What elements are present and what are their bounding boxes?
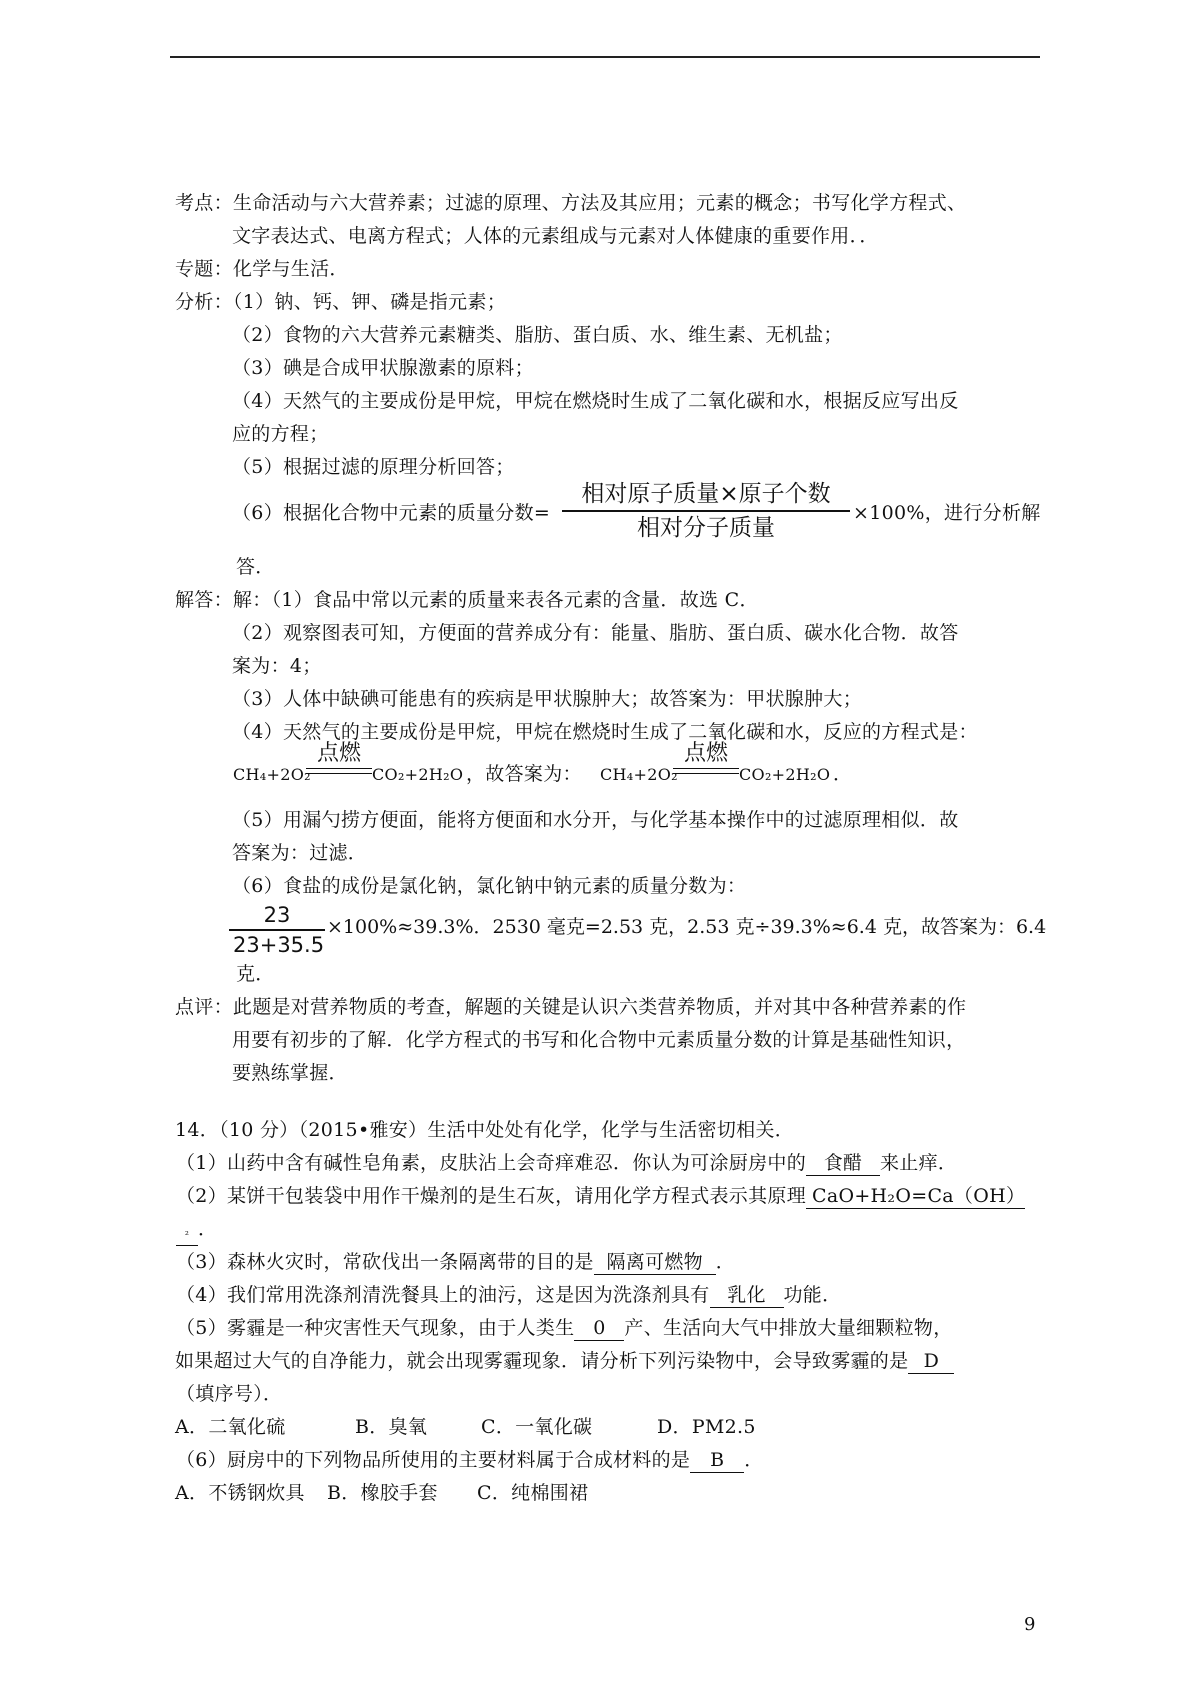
q14-item-1 (176, 1151, 957, 1176)
q14-item-2-text: （2）某饼干包装袋中用作干燥剂的是生石灰，请用化学方程式表示其原理 (176, 1185, 806, 1207)
jieda-a6-end: 克． (236, 963, 275, 985)
sodium-fraction (229, 903, 325, 957)
formula-numerator: 相对原子质量×原子个数 (562, 480, 850, 512)
jieda-a6-tail: ×100%≈39.3%．2530 毫克=2.53 克，2.53 克÷39.3%≈6.4 克，故答案为：6.4 (327, 916, 1047, 938)
condition-ignite-2 (673, 736, 739, 767)
sodium-fraction-numerator: 23 (229, 903, 325, 931)
dianping-text-2: 用要有初步的了解．化学方程式的书写和化合物中元素质量分数的计算是基础性知识， (232, 1029, 966, 1051)
fenxi-p4b: 应的方程； (232, 423, 329, 445)
jieda-a2b: 案为：4； (232, 655, 322, 677)
q14-answer-5a: 0 (574, 1316, 624, 1341)
equation-left-1: CH₄+2O₂ (233, 765, 311, 784)
q14-item-3-post: ． (715, 1251, 736, 1273)
condition-label-1: 点燃 (316, 741, 361, 766)
page-number: 9 (1024, 1614, 1036, 1635)
fenxi-p5: （5）根据过滤的原理分析回答； (232, 456, 515, 478)
q14-item-1-post: 来止痒． (880, 1152, 958, 1174)
option-6a: A．不锈钢炊具 (175, 1482, 305, 1504)
kaodian-text-2: 文字表达式、电离方程式；人体的元素组成与元素对人体健康的重要作用．． (232, 225, 879, 247)
jieda-line-1 (175, 588, 759, 612)
q14-options-5 (175, 1415, 756, 1439)
jieda-a5b: 答案为：过滤． (232, 842, 368, 864)
option-5d: D．PM2.5 (657, 1416, 756, 1438)
q14-answer-3: 隔离可燃物 (594, 1250, 716, 1275)
fenxi-p4a: （4）天然气的主要成份是甲烷，甲烷在燃烧时生成了二氧化碳和水，根据反应写出反 (232, 390, 959, 412)
zhuanti-label: 专题： (175, 258, 233, 280)
kaodian-line-1 (175, 191, 966, 215)
q14-item-5-line-3: （填序号）． (176, 1383, 283, 1405)
q14-answer-4: 乳化 (710, 1283, 784, 1308)
kaodian-text-1: 生命活动与六大营养素；过滤的原理、方法及其应用；元素的概念；书写化学方程式、 (232, 192, 967, 214)
equals-arrow-1 (306, 768, 372, 774)
equation-right-2: CO₂+2H₂O (739, 765, 831, 784)
option-6b: B．橡胶手套 (327, 1482, 438, 1504)
q14-item-4 (176, 1283, 841, 1308)
zhuanti-text: 化学与生活． (232, 258, 349, 280)
q14-answer-2-subscript: ₂ (176, 1221, 198, 1246)
q14-options-6 (175, 1481, 588, 1505)
jieda-a3: （3）人体中缺碘可能患有的疾病是甲状腺肿大；故答案为：甲状腺肿大； (232, 688, 862, 710)
q14-item-4-text: （4）我们常用洗涤剂清洗餐具上的油污，这是因为洗涤剂具有 (176, 1284, 710, 1306)
condition-label-2: 点燃 (683, 741, 728, 766)
fenxi-p6-pre: （6）根据化合物中元素的质量分数= (232, 502, 551, 524)
jieda-a5a: （5）用漏勺捞方便面，能将方便面和水分开，与化学基本操作中的过滤原理相似．故 (232, 809, 959, 831)
equation-right-1: CO₂+2H₂O (372, 765, 464, 784)
q14-item-3-text: （3）森林火灾时，常砍伐出一条隔离带的目的是 (176, 1251, 594, 1273)
q14-item-5-mid: 产、生活向大气中排放大量细颗粒物， (624, 1317, 953, 1339)
condition-ignite-1 (306, 736, 372, 767)
dianping-text-1: 此题是对营养物质的考查，解题的关键是认识六类营养物质，并对其中各种营养素的作 (232, 996, 967, 1018)
q14-heading: 14．（10 分）（2015•雅安）生活中处处有化学，化学与生活密切相关． (175, 1119, 795, 1141)
q14-item-3 (176, 1250, 735, 1275)
fenxi-p3: （3）碘是合成甲状腺激素的原料； (232, 357, 534, 379)
dianping-text-3: 要熟练掌握． (232, 1062, 348, 1084)
q14-answer-6: B (690, 1448, 744, 1473)
zhuanti-line (175, 257, 349, 281)
q14-answer-5b: D (908, 1349, 954, 1374)
fenxi-p1: （1）钠、钙、钾、磷是指元素； (232, 291, 506, 313)
q14-item-6 (176, 1448, 764, 1473)
equals-arrow-2 (673, 768, 739, 774)
equation-mid: ，故答案为： (466, 763, 582, 785)
q14-item-5-line-2 (175, 1349, 954, 1374)
dianping-label: 点评： (175, 996, 233, 1018)
option-5b: B．臭氧 (355, 1416, 428, 1438)
q14-item-1-text: （1）山药中含有碱性皂角素，皮肤沾上会奇痒难忍．你认为可涂厨房中的 (176, 1152, 806, 1174)
jieda-a2a: （2）观察图表可知，方便面的营养成分有：能量、脂肪、蛋白质、碳水化合物．故答 (232, 622, 959, 644)
option-5a: A．二氧化硫 (175, 1416, 286, 1438)
header-rule (170, 56, 1040, 58)
q14-item-5 (176, 1316, 953, 1341)
option-5c: C．一氧化碳 (481, 1416, 593, 1438)
q14-item-6-text: （6）厨房中的下列物品所使用的主要材料属于合成材料的是 (176, 1449, 691, 1471)
q14-answer-1: 食醋 (806, 1151, 880, 1176)
equation-left-2: CH₄+2O₂ (600, 765, 678, 784)
jieda-a4: （4）天然气的主要成份是甲烷，甲烷在燃烧时生成了二氧化碳和水，反应的方程式是： (232, 721, 978, 743)
fenxi-p6-post: ×100%，进行分析解 (853, 502, 1041, 524)
q14-item-5-text: （5）雾霾是一种灾害性天气现象，由于人类生 (176, 1317, 575, 1339)
fenxi-p2: （2）食物的六大营养元素糖类、脂肪、蛋白质、水、维生素、无机盐； (232, 324, 843, 346)
mass-fraction-formula (562, 480, 850, 542)
q14-item-4-post: 功能． (783, 1284, 842, 1306)
formula-denominator: 相对分子质量 (637, 515, 775, 541)
equation-end: ． (833, 763, 853, 785)
sodium-fraction-denominator: 23+35.5 (233, 933, 325, 957)
q14-item-5-text-2: 如果超过大气的自净能力，就会出现雾霾现象．请分析下列污染物中，会导致雾霾的是 (175, 1350, 909, 1372)
kaodian-label: 考点： (175, 192, 233, 214)
q14-item-2-cont (176, 1217, 217, 1246)
q14-item-6-post: ． (744, 1449, 764, 1471)
dianping-line-1 (175, 995, 966, 1019)
fenxi-p6-end: 答． (236, 556, 275, 578)
fenxi-label: 分析： (175, 291, 233, 313)
q14-item-2-post: ． (198, 1218, 218, 1240)
jieda-a6: （6）食盐的成份是氯化钠，氯化钠中钠元素的质量分数为： (232, 875, 747, 897)
jieda-label: 解答： (175, 589, 233, 611)
fenxi-line-1 (175, 290, 506, 314)
jieda-a1: 解：（1）食品中常以元素的质量来表各元素的含量．故选 C． (232, 589, 759, 611)
q14-answer-2: CaO+H₂O=Ca（OH） (806, 1184, 1025, 1209)
q14-item-2 (176, 1184, 1025, 1209)
option-6c: C．纯棉围裙 (477, 1482, 589, 1504)
